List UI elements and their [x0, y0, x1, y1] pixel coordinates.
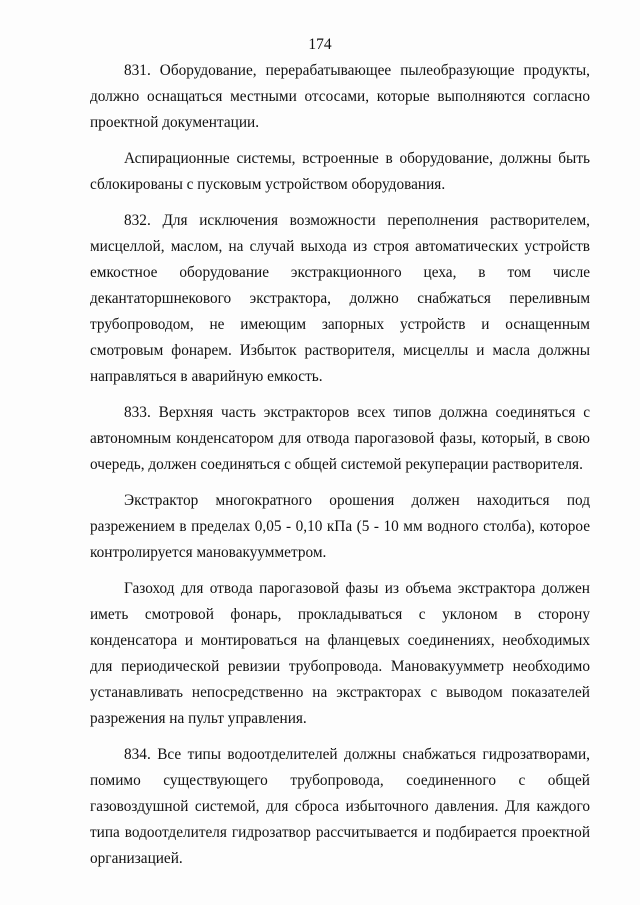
paragraph-aspiration: Аспирационные системы, встроенные в оборудование, должны быть сблокированы с пусковым устройством оборудования.	[90, 150, 590, 193]
paragraph-831: 831. Оборудование, перерабатывающее пылеобразующие продукты, должно оснащаться местными отсосами, которые выполняются согласно проектной документации.	[90, 62, 590, 131]
paragraph-834: 834. Все типы водоотделителей должны снабжаться гидрозатворами, помимо существующего трубопровода, соединенного с общей газовоздушной системой, для сброса избыточного давления. Для каждого типа водоотделителя гидрозатвор рассчитывается и подбирается проектной организацией.	[90, 746, 590, 867]
paragraph-extractor: Экстрактор многократного орошения должен находиться под разрежением в пределах 0,05 - 0,10 кПа (5 - 10 мм водного столба), которое контролируется мановакуумметром.	[90, 492, 590, 561]
paragraph-832: 832. Для исключения возможности переполнения растворителем, мисцеллой, маслом, на случай выхода из строя автоматических устройств емкостное оборудование экстракционного цеха, в том числе декантаторшнекового экстрактора, должно снабжаться переливным трубопроводом, не имеющим запорных устройств и оснащенным смотровым фонарем. Избыток растворителя, мисцеллы и масла должны направляться в аварийную емкость.	[90, 212, 590, 385]
page-number: 174	[308, 36, 332, 53]
paragraph-833: 833. Верхняя часть экстракторов всех типов должна соединяться с автономным конденсатором для отвода парогазовой фазы, который, в свою очередь, должен соединяться с общей системой рекуперации растворителя.	[90, 404, 590, 473]
document-body	[90, 58, 590, 882]
paragraph-gas-duct: Газоход для отвода парогазовой фазы из объема экстрактора должен иметь смотровой фонарь, прокладываться с уклоном в сторону конденсатора и монтироваться на фланцевых соединениях, необходимых для периодической ревизии трубопровода. Мановакуумметр необходимо устанавливать непосредственно на экстракторах с выводом показателей разрежения на пульт управления.	[90, 580, 590, 727]
